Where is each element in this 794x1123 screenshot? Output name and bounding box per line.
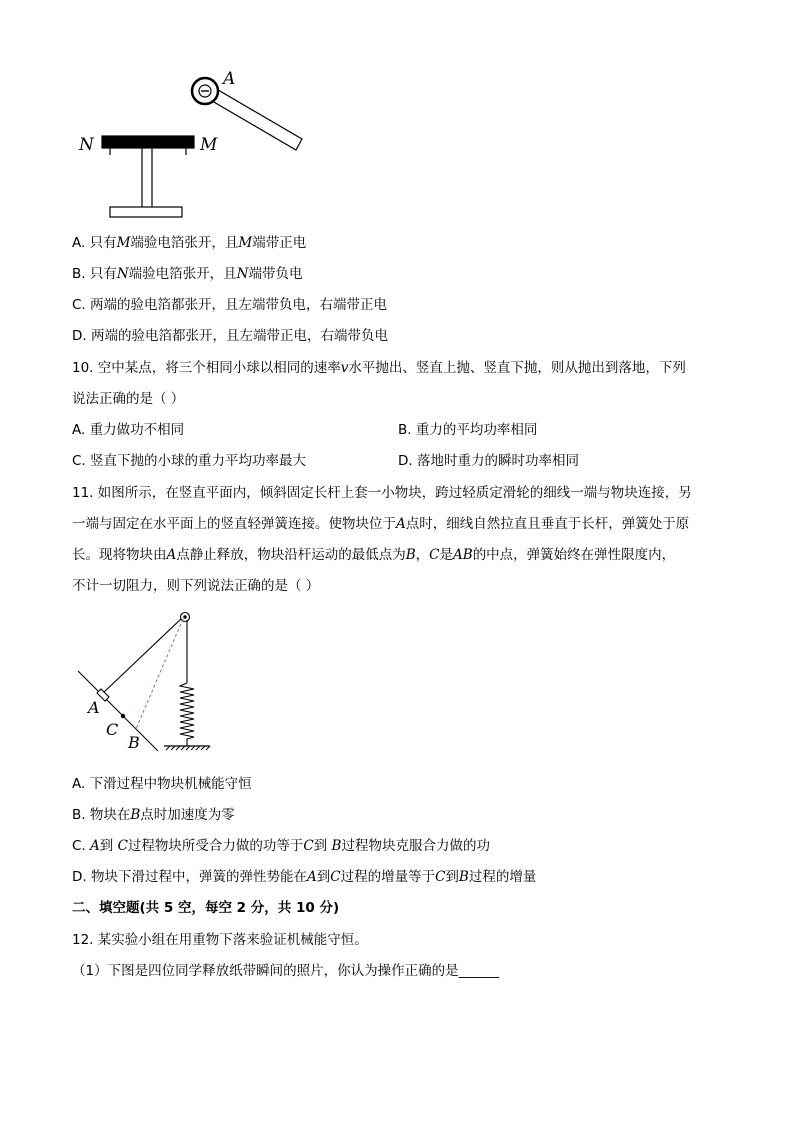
q10-option-d[interactable]: D. 落地时重力的瞬时功率相同 (398, 453, 579, 469)
q11-stem-line4: 不计一切阻力，则下列说法正确的是（ ） (72, 578, 320, 594)
q11-option-c[interactable]: C. A到 C过程物块所受合力做的功等于C到 B过程物块克服合力做的功 (72, 838, 490, 854)
q9-option-a[interactable]: A. 只有M端验电箔张开，且M端带正电 (72, 235, 307, 251)
q11-stem-line1: 11. 如图所示，在竖直平面内，倾斜固定长杆上套一小物块，跨过轻质定滑轮的细线一端与物块连接，另 (72, 485, 692, 501)
label-m: M (200, 135, 218, 155)
figure-electroscope (70, 62, 320, 227)
q10-option-a[interactable]: A. 重力做功不相同 (72, 422, 185, 438)
label-n: N (79, 135, 94, 155)
label-a: A (88, 698, 100, 717)
q11-option-a[interactable]: A. 下滑过程中物块机械能守恒 (72, 776, 252, 792)
q10-stem-line2: 说法正确的是（ ） (72, 391, 185, 407)
section-heading-fill-in: 二、填空题(共 5 空，每空 2 分，共 10 分) (72, 900, 340, 916)
q12-sub1: （1）下图是四位同学释放纸带瞬间的照片，你认为操作正确的是______ (72, 963, 500, 979)
q9-option-c[interactable]: C. 两端的验电箔都张开，且左端带负电，右端带正电 (72, 297, 388, 313)
figure-rod-pulley-spring (70, 605, 250, 765)
q10-stem-line1: 10. 空中某点，将三个相同小球以相同的速率v水平抛出、竖直上抛、竖直下抛，则从抛出到落地，下列 (72, 360, 686, 376)
q12-stem: 12. 某实验小组在用重物下落来验证机械能守恒。 (72, 932, 368, 948)
label-a: A (223, 69, 236, 89)
q11-stem-line3: 长。现将物块由A点静止释放，物块沿杆运动的最低点为B，C是AB的中点，弹簧始终在弹性限度内， (72, 547, 676, 563)
label-c: C (106, 720, 119, 739)
q11-stem-line2: 一端与固定在水平面上的竖直轻弹簧连接。使物块位于A点时，细线自然拉直且垂直于长杆，弹簧处于原 (72, 516, 690, 532)
label-b: B (128, 733, 140, 752)
q9-option-b[interactable]: B. 只有N端验电箔张开，且N端带负电 (72, 266, 303, 282)
q10-option-b[interactable]: B. 重力的平均功率相同 (398, 422, 538, 438)
q10-option-c[interactable]: C. 竖直下抛的小球的重力平均功率最大 (72, 453, 307, 469)
q11-option-b[interactable]: B. 物块在B点时加速度为零 (72, 807, 235, 823)
q9-option-d[interactable]: D. 两端的验电箔都张开，且左端带正电，右端带负电 (72, 328, 388, 344)
q11-option-d[interactable]: D. 物块下滑过程中，弹簧的弹性势能在A到C过程的增量等于C到B过程的增量 (72, 869, 537, 885)
